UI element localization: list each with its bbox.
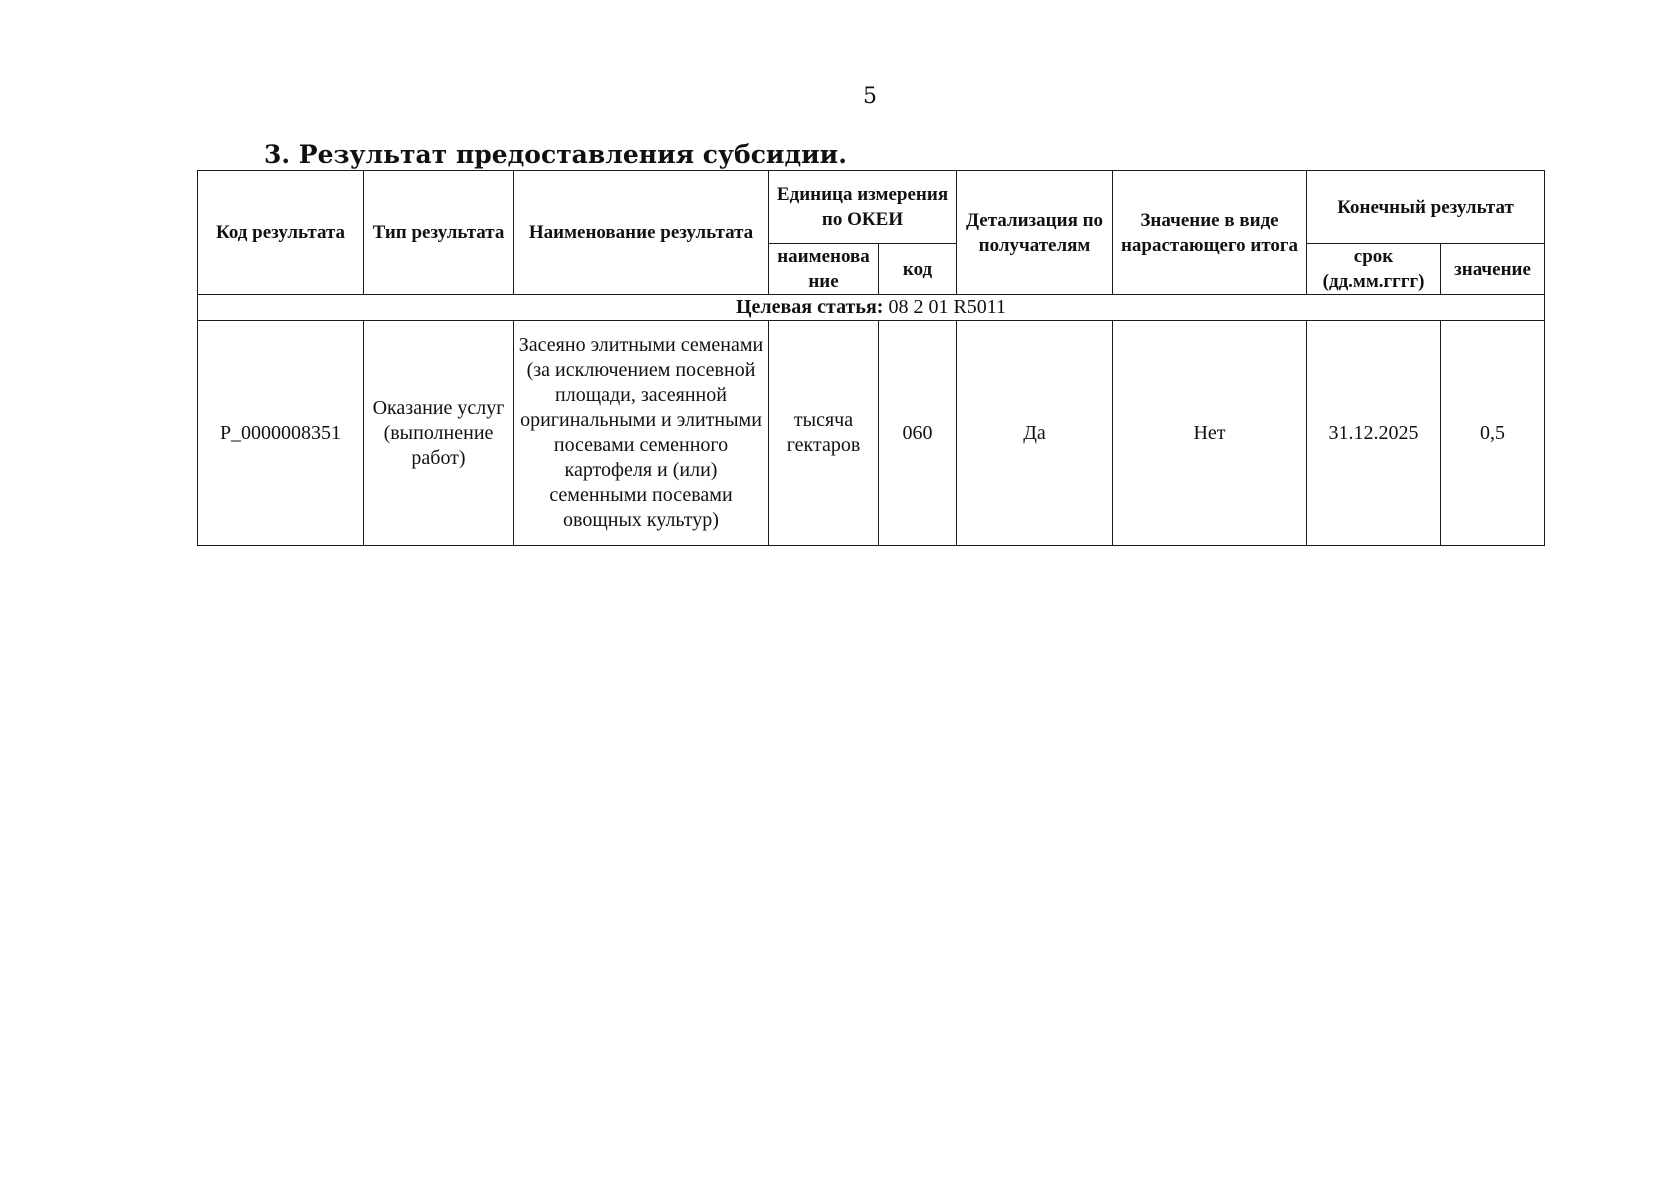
page-number: 5	[863, 84, 877, 109]
target-label: Целевая статья:	[735, 296, 884, 318]
header-unit-code: код	[879, 244, 957, 295]
header-unit-group: Единица измерения по ОКЕИ	[769, 171, 957, 244]
target-cell	[198, 295, 1545, 321]
header-final-value: значение	[1441, 244, 1545, 295]
header-unit-name: наименова ние	[769, 244, 879, 295]
header-detail: Детализация по получателям	[957, 171, 1113, 295]
table-row	[198, 321, 1545, 546]
target-value: 08 2 01 R5011	[888, 296, 1007, 318]
header-code: Код результата	[198, 171, 364, 295]
header-type: Тип результата	[364, 171, 514, 295]
header-final-deadline: срок (дд.мм.гггг)	[1307, 244, 1441, 295]
cell-cumulative: Нет	[1113, 321, 1307, 546]
cell-deadline: 31.12.2025	[1307, 321, 1441, 546]
section-title: 3. Результат предоставления субсидии.	[264, 140, 847, 169]
cell-unit-name: тысяча гектаров	[769, 321, 879, 546]
header-name: Наименование результата	[514, 171, 769, 295]
results-table	[197, 170, 1545, 546]
header-final-group: Конечный результат	[1307, 171, 1545, 244]
header-cumulative: Значение в виде нарастающего итога	[1113, 171, 1307, 295]
target-row	[198, 295, 1545, 321]
cell-name: Засеяно элитными семенами (за исключением посевной площади, засеянной оригинальными и элитными посевами семенного картофеля и (или) семенными посевами овощных культур)	[514, 321, 769, 546]
cell-unit-code: 060	[879, 321, 957, 546]
cell-code: P_0000008351	[198, 321, 364, 546]
cell-type: Оказание услуг (выполнение работ)	[364, 321, 514, 546]
cell-value: 0,5	[1441, 321, 1545, 546]
cell-detail: Да	[957, 321, 1113, 546]
